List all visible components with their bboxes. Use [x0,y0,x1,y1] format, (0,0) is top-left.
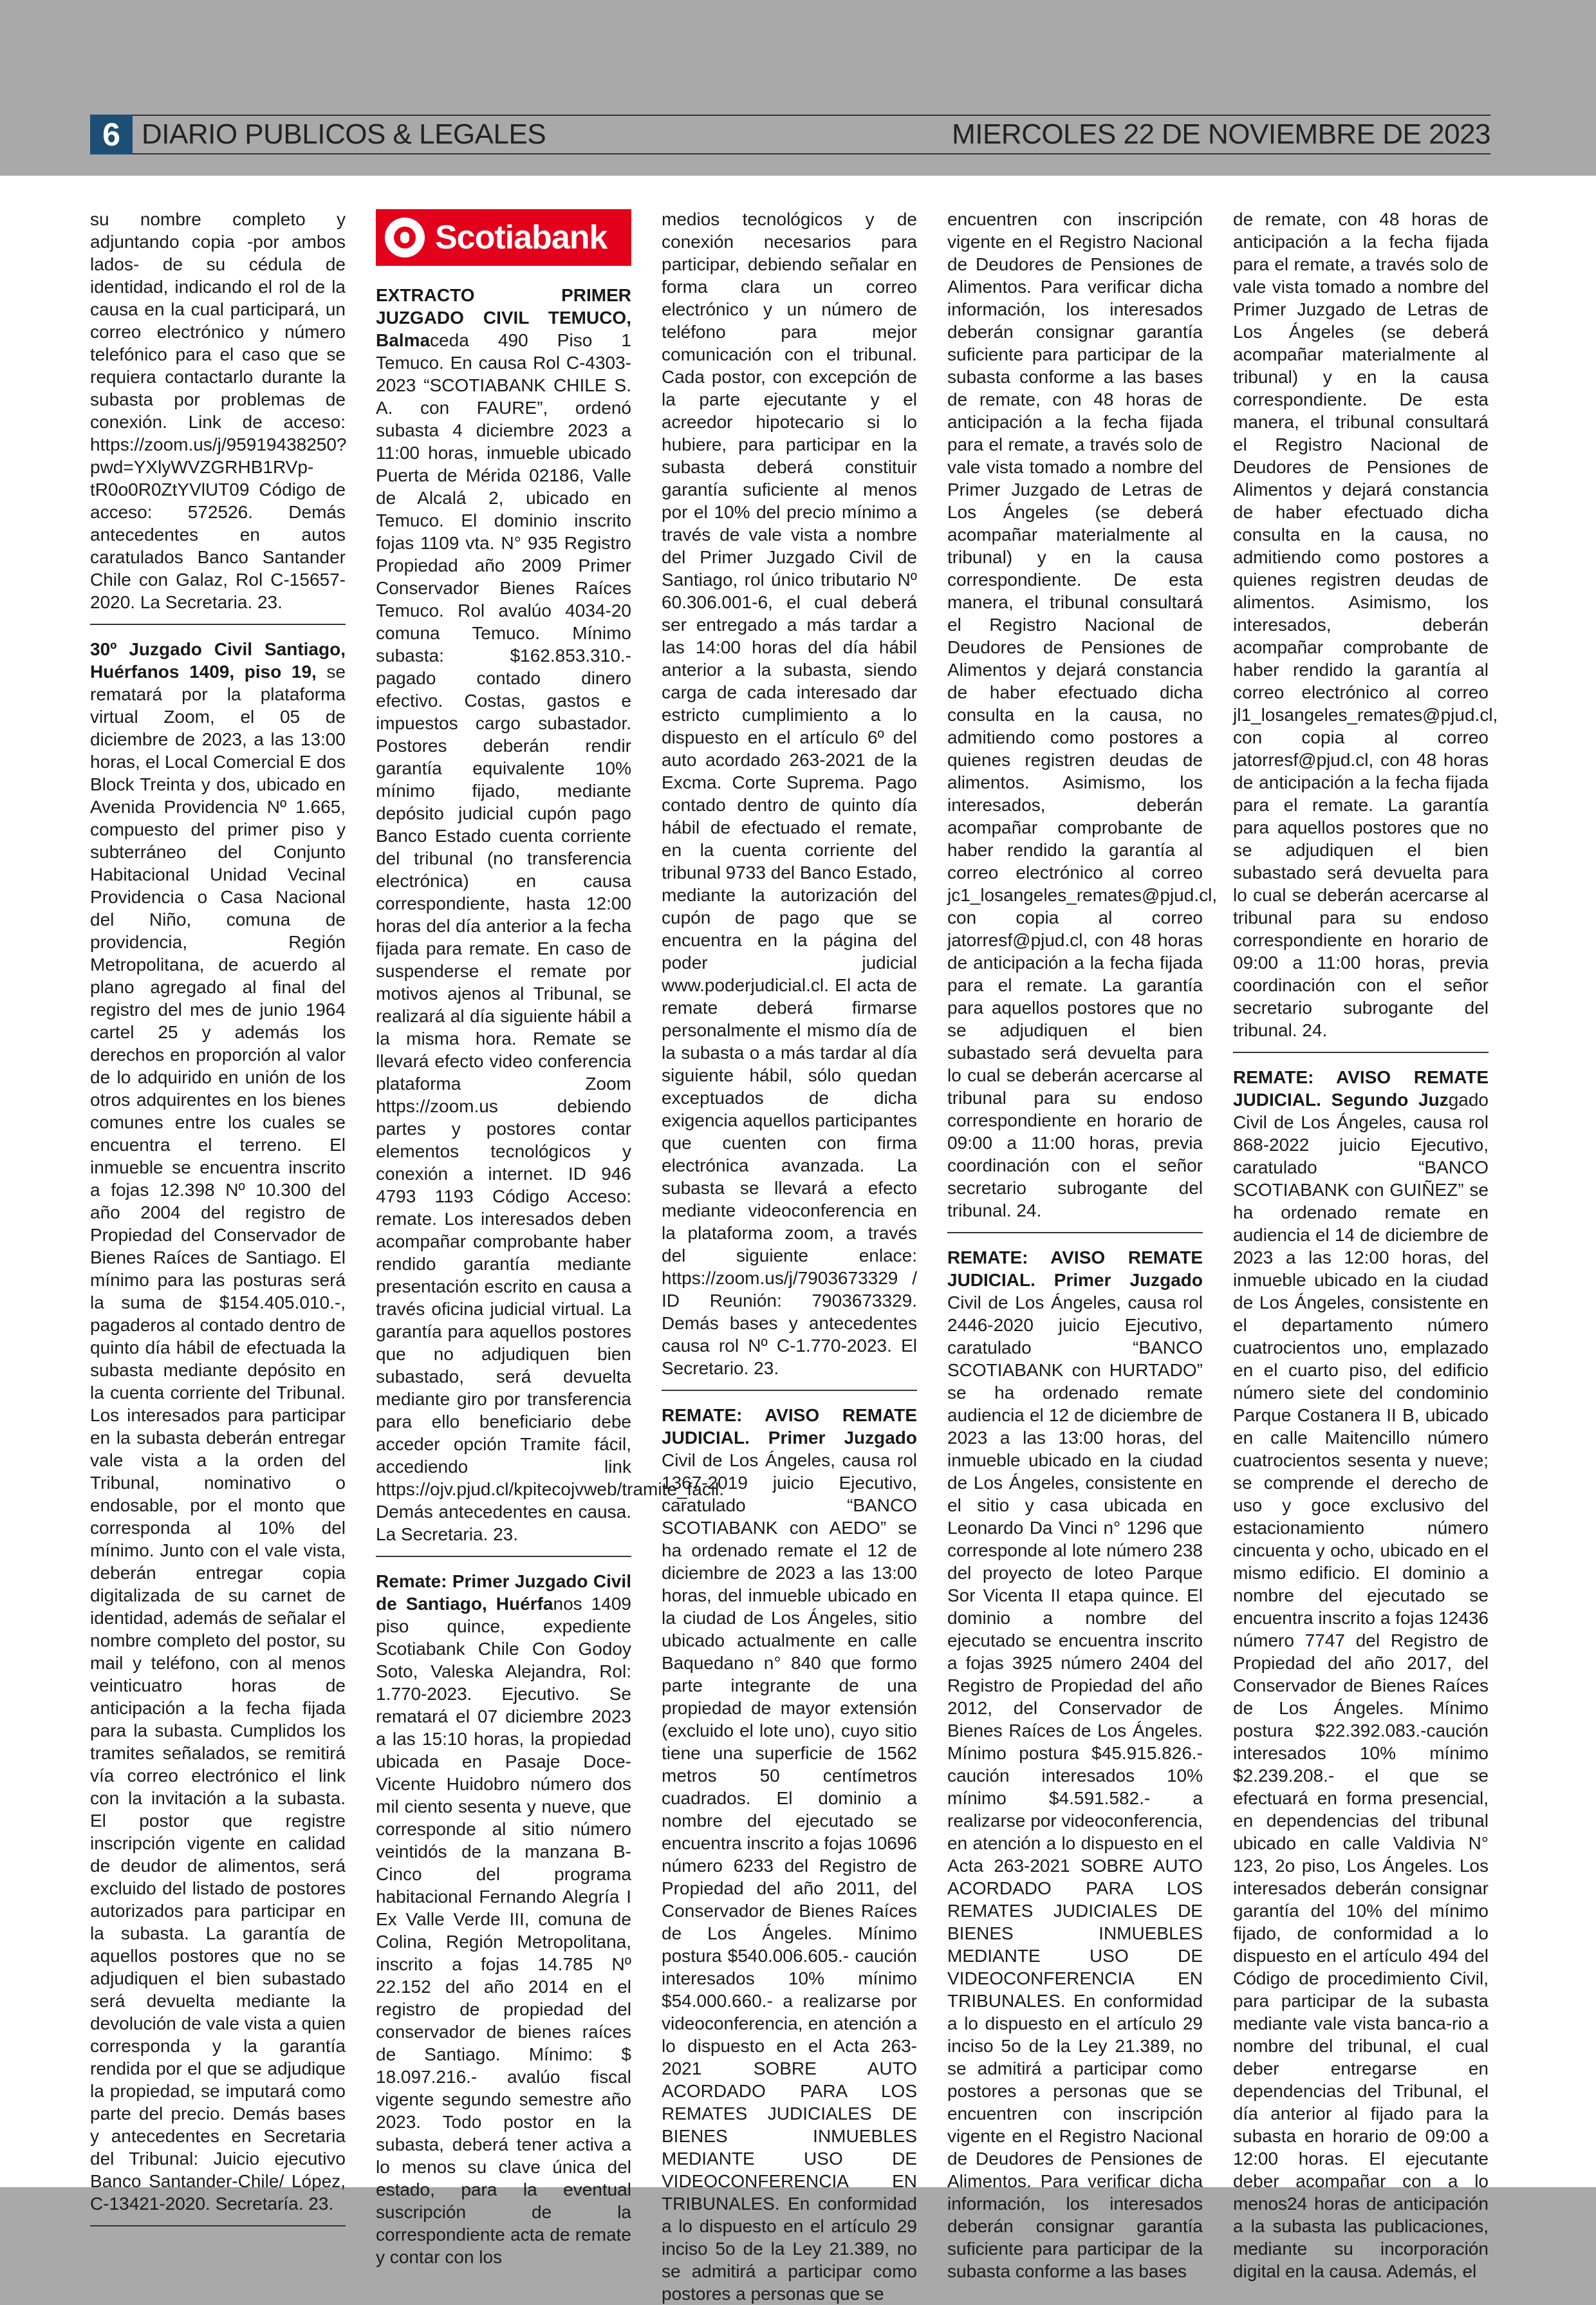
notice-heading: REMATE: AVISO REMATE JUDICIAL. Primer Juzgado [662,1405,917,1448]
column-1 [90,208,347,2214]
divider [947,1232,1203,1233]
column-2 [376,208,725,2267]
page-number: 6 [90,115,133,154]
notice-body: gado Civil de Los Ángeles, causa rol 868-2022 juicio Ejecutivo, caratulado “BANCO SCOTIABANK con GUIÑEZ” se ha ordenado remate en audiencia el 14 de diciembre de 2023 a las 12:00 horas, del inmueble ubicado en la ciudad de Los Ángeles, consistente en el departamento número cuatrocientos uno, emplazado en el cuarto piso, del edificio número siete del condominio Parque Costanera II B, ubicado en calle Maitencillo número cuatrocientos sesenta y nueve; se comprende el derecho de uso y goce exclusivo del estacionamiento número cincuenta y ocho, ubicado en el mismo edificio. El dominio a nombre del ejecutado se encuentra inscrito a fojas 12436 número 7747 del Registro de Propiedad del año 2017, del Conservador de Bienes Raíces de Los Ángeles. Mínimo postura $22.392.083.-caución interesados 10% mínimo $2.239.208.- el que se efectuará en forma presencial, en dependencias del tribunal ubicado en calle Valdivia N° 123, 2o piso, Los Ángeles. Los interesados deberán consignar garantía del 10% del mínimo fijado, de conformidad a lo dispuesto en el artículo 494 del Código de procedimiento Civil, para participar de la subasta mediante vale vista banca-rio a nombre del tribunal, el cual deber entregarse en dependencias del Tribunal, el día anterior al fijado para la subasta en horario de 09:00 a 12:00 horas. El ejecutante deber acompañar con a lo menos24 horas de anticipación a la subasta las publicaciones, mediante su incorporación digital en la causa. Además, el [1233,1090,1489,2281]
notice-body: Civil de Los Ángeles, causa rol 1367-2019 juicio Ejecutivo, caratulado “BANCO SCOTIABANK con AEDO” se ha ordenado remate el 12 de diciembre de 2023 a las 13:00 horas, del inmueble ubicado en la ciudad de Los Ángeles, sitio ubicado actualmente en calle Baquedano n° 840 que formo parte integrante de una propiedad de mayor extensión (excluido el lote uno), cuyo sitio tiene una superficie de 1562 metros 50 centímetros cuadrados. El dominio a nombre del ejecutado se encuentra inscrito a fojas 10696 número 6233 del Registro de Propiedad del año 2011, del Conservador de Bienes Raíces de Los Ángeles. Mínimo postura $540.006.605.- caución interesados 10% mínimo $54.000.660.- a realizarse por videoconferencia, en atención a lo dispuesto en el Acta 263-2021 SOBRE AUTO ACORDADO PARA LOS REMATES JUDICIALES DE BIENES INMUEBLES MEDIANTE USO DE VIDEOCONFERENCIA EN TRIBUNALES. En conformidad a lo dispuesto en el artículo 29 inciso 5o de la Ley 21.389, no se admitirá a participar como postores a personas que se [662,1450,917,2304]
column-4 [947,208,1218,2281]
notice-body: Civil de Los Ángeles, causa rol 2446-2020 juicio Ejecutivo, caratulado “BANCO SCOTIABANK con HURTADO” se ha ordenado remate audiencia el 12 de diciembre de 2023 a las 13:00 horas, del inmueble ubicado en la ciudad de Los Ángeles, consistente en el sitio y casa ubicada en Leonardo Da Vinci n° 1296 que corresponde al lote número 238 del proyecto de loteo Parque Sor Vicenta II etapa quince. El dominio a nombre del ejecutado se encuentra inscrito a fojas 3925 número 2404 del Registro de Propiedad del año 2012, del Conservador de Bienes Raíces de Los Ángeles. Mínimo postura $45.915.826.- caución interesados 10% mínimo $4.591.582.- a realizarse por videoconferencia, en atención a lo dispuesto en el Acta 263-2021 SOBRE AUTO ACORDADO PARA LOS REMATES JUDICIALES DE BIENES INMUEBLES MEDIANTE USO DE VIDEOCONFERENCIA EN TRIBUNALES. En conformidad a lo dispuesto en el artículo 29 inciso 5o de la Ley 21.389, no se admitirá a participar como postores a personas que se encuentren con inscripción vigente en el Registro Nacional de Deudores de Pensiones de Alimentos. Para verificar dicha información, los interesados deberán consignar garantía suficiente para participar de la subasta conforme a las bases [947,1292,1203,2281]
publication-date: MIERCOLES 22 DE NOVIEMBRE DE 2023 [952,118,1490,150]
divider [662,1390,917,1391]
scotiabank-s-icon [385,218,425,257]
logo-wordmark: Scotiabank [435,218,608,256]
column-5 [1233,208,1498,2281]
divider [1233,1052,1489,1053]
notice-columns [90,208,1498,2304]
notice-text: medios tecnológicos y de conexión necesarios para participar, debiendo señalar en forma clara un correo electrónico y un número de teléfono para mejor comunicación con el tribunal. Cada postor, con excepción de la parte ejecutante y el acreedor hipotecario si lo hubiere, para participar en la subasta deberá constituir garantía suficiente al menos por el 10% del precio mínimo a través de vale vista a nombre del Primer Juzgado Civil de Santiago, rol único tributario Nº 60.306.001-6, el cual deberá ser entregado a más tardar a las 14:00 horas del día hábil anterior a la subasta, siendo carga de cada interesado dar estricto cumplimiento a lo dispuesto en el artículo 6º del auto acordado 263-2021 de la Excma. Corte Suprema. Pago contado dentro de quinto día hábil de efectuado el remate, en la cuenta corriente del tribunal 9733 del Banco Estado, mediante la autorización del cupón de pago que se encuentra en la página del poder judicial www.poderjudicial.cl. El acta de remate deberá firmarse personalmente el mismo día de la subasta o a más tardar al día siguiente hábil, sólo quedan exceptuados de dicha exigencia aquellos participantes que cuenten con firma electrónica avanzada. La subasta se llevará a efecto mediante videoconferencia en la plataforma zoom, a través del siguiente enlace: https://zoom.us/j/7903673329 / ID Reunión: 7903673329. Demás bases y antecedentes causa rol Nº C-1.770-2023. El Secretario. 23. [662,209,917,1378]
notice [376,1570,631,2268]
notice-heading: 30º Juzgado Civil Santiago, Huérfanos 1409, piso 19, [90,639,346,682]
publication-title: DIARIO PUBLICOS & LEGALES [142,118,546,150]
notice [947,1246,1203,2282]
column-3 [662,208,917,2304]
page-header [90,115,1490,154]
notice [90,638,346,2215]
notice-text: de remate, con 48 horas de anticipación a la fecha fijada para el remate, a través solo de vale vista tomado a nombre del Primer Juzgado de Letras de Los Ángeles (se deberá acompañar materialmente al tribunal) y en la causa correspondiente. De esta manera, el tribunal consultará el Registro Nacional de Deudores de Pensiones de Alimentos y dejará constancia de haber efectuado dicha consulta en la causa, no admitiendo como postores a quienes registren deudas de alimentos. Asimismo, los interesados, deberán acompañar comprobante de haber rendido la garantía al correo electrónico al correo jl1_losangeles_remates@pjud.cl, con copia al correo jatorresf@pjud.cl, con 48 horas de anticipación a la fecha fijada para el remate. La garantía para aquellos postores que no se adjudiquen el bien subastado será devuelta para lo cual se deberán acercarse al tribunal para su endoso correspondiente en horario de 09:00 a 11:00 horas, previa coordinación con el señor secretario subrogante del tribunal. 24. [1233,209,1498,1040]
notice-body: nos 1409 piso quince, expediente Scotiabank Chile Con Godoy Soto, Valeska Alejandra, Rol: 1.770-2023. Ejecutivo. Se rematará el 07 diciembre 2023 a las 15:10 horas, la propiedad ubicada en Pasaje Doce- Vicente Huidobro número dos mil ciento sesenta y nueve, que corresponde al sitio número veintidós de la manzana B-Cinco del programa habitacional Fernando Alegría I Ex Valle Verde III, comuna de Colina, Región Metropolitana, inscrito a fojas 14.785 Nº 22.152 del año 2014 en el registro de propiedad del conservador de bienes raíces de Santiago. Mínimo: $ 18.097.216.- avalúo fiscal vigente segundo semestre año 2023. Todo postor en la subasta, deberá tener activa a lo menos su clave única del estado, para la eventual suscripción de la correspondiente acta de remate y contar con los [376,1594,631,2267]
divider [90,2225,346,2226]
notice-body: ceda 490 Piso 1 Temuco. En causa Rol C-4303-2023 “SCOTIABANK CHILE S. A. con FAURE”, ordenó subasta 4 diciembre 2023 a 11:00 horas, inmueble ubicado Puerta de Mérida 02186, Valle de Alcalá 2, ubicado en Temuco. El dominio inscrito fojas 1109 vta. N° 935 Registro Propiedad año 2009 Primer Conservador Bienes Raíces Temuco. Rol avalúo 4034-20 comuna Temuco. Mínimo subasta: $162.853.310.- pagado contado dinero efectivo. Costas, gastos e impuestos cargo subastador. Postores deberán rendir garantía equivalente 10% mínimo fijado, mediante depósito judicial cupón pago Banco Estado cuenta corriente del tribunal (no transferencia electrónica) en causa correspondiente, hasta 12:00 horas del día anterior a la fecha fijada para remate. En caso de suspenderse el remate por motivos ajenos al Tribunal, se realizará al día siguiente hábil a la misma hora. Remate se llevará efecto video conferencia plataforma Zoom https://zoom.us debiendo partes y postores contar elementos tecnológicos y conexión a internet. ID 946 4793 1193 Código Acceso: remate. Los interesados deben acompañar comprobante haber rendido garantía mediante presentación escrito en causa a través oficina judicial virtual. La garantía para aquellos postores que no adjudiquen bien subastado, será devuelta mediante giro por transferencia para ello beneficiario debe acceder opción Tramite fácil, accediendo link https://ojv.pjud.cl/kpitecojvweb/tramite_facil. Demás antecedentes en causa. La Secretaria. 23. [376,330,725,1544]
notice-text: encuentren con inscripción vigente en el Registro Nacional de Deudores de Pensiones de Alimentos. Para verificar dicha información, los interesados deberán consignar garantía suficiente para participar de la subasta conforme a las bases de remate, con 48 horas de anticipación a la fecha fijada para el remate, a través solo de vale vista tomado a nombre del Primer Juzgado de Letras de Los Ángeles (se deberá acompañar materialmente al tribunal) y en la causa correspondiente. De esta manera, el tribunal consultará el Registro Nacional de Deudores de Pensiones de Alimentos y dejará constancia de haber efectuado dicha consulta en la causa, no admitiendo como postores a quienes registren deudas de alimentos. Asimismo, los interesados, deberán acompañar comprobante de haber rendido la garantía al correo electrónico al correo jc1_losangeles_remates@pjud.cl, con copia al correo jatorresf@pjud.cl, con 48 horas de anticipación a la fecha fijada para el remate. La garantía para aquellos postores que no se adjudiquen el bien subastado será devuelta para lo cual se deberán acercarse al tribunal para su endoso correspondiente en horario de 09:00 a 11:00 horas, previa coordinación con el señor secretario subrogante del tribunal. 24. [947,209,1218,1220]
notice [662,1404,917,2305]
notice-heading: Remate: Primer Juzgado Civil de Santiago, Huérfa [376,1571,631,1614]
divider [90,624,346,625]
notice-heading: REMATE: AVISO REMATE JUDICIAL. Primer Juzgado [947,1247,1203,1290]
notice-body: se rematará por la plataforma virtual Zoom, el 05 de diciembre de 2023, a las 13:00 horas, el Local Comercial E dos Block Treinta y dos, ubicado en Avenida Providencia Nº 1.665, compuesto del primer piso y subterráneo del Conjunto Habitacional Unidad Vecinal Providencia o Casa Nacional del Niño, comuna de providencia, Región Metropolitana, de acuerdo al plano agregado al final del registro del mes de junio 1964 cartel 25 y además los derechos en proporción al valor de lo adquirido en unión de los otros adquirentes en los bienes comunes entre los cuales se encuentra el terreno. El inmueble se encuentra inscrito a fojas 12.398 Nº 10.300 del año 2004 del registro de Propiedad del Conservador de Bienes Raíces de Santiago. El mínimo para las posturas será la suma de $154.405.010.-, pagaderos al contado dentro de quinto día hábil de efectuada la subasta mediante depósito en la cuenta corriente del Tribunal. Los interesados para participar en la subasta deberán entregar vale vista a la orden del Tribunal, nominativo o endosable, por el monto que corresponda al 10% del mínimo. Junto con el vale vista, deberán entregar copia digitalizada de su carnet de identidad, además de señalar el nombre completo del postor, su mail y teléfono, con al menos veinticuatro horas de anticipación a la fecha fijada para la subasta. Cumplidos los tramites señalados, se remitirá vía correo electrónico el link con la invitación a la subasta. El postor que registre inscripción vigente en calidad de deudor de alimentos, será excluido del listado de postores autorizados para participar en la subasta. La garantía de aquellos postores que no se adjudiquen el bien subastado será devuelta mediante la devolución de vale vista a quien corresponda y la garantía rendida por el que se adjudique la propiedad, se imputará como parte del precio. Demás bases y antecedentes en Secretaria del Tribunal: Juicio ejecutivo Banco Santander-Chile/ López, C-13421-2020. Secretaría. 23. [90,662,346,2214]
notice [376,284,725,1545]
notice [1233,1066,1489,2282]
notice-text: su nombre completo y adjuntando copia -por ambos lados- de su cédula de identidad, indicando el rol de la causa en la cual participará, un correo electrónico y número telefónico para el caso que se requiera contactarlo durante la subasta por problemas de conexión. Link de acceso: https://zoom.us/j/95919438250?pwd=YXlyWVZGRHB1RVp-tR0o0R0ZtYVlUT09 Código de acceso: 572526. Demás antecedentes en autos caratulados Banco Santander Chile con Galaz, Rol C-15657-2020. La Secretaria. 23. [90,209,347,612]
notice-heading: REMATE: AVISO REMATE JUDICIAL. Segundo Juz [1233,1067,1489,1110]
notice-heading: EXTRACTO PRIMER JUZGADO CIVIL TEMUCO, Balma [376,285,631,350]
divider [376,1556,631,1557]
scotiabank-logo [376,209,631,266]
